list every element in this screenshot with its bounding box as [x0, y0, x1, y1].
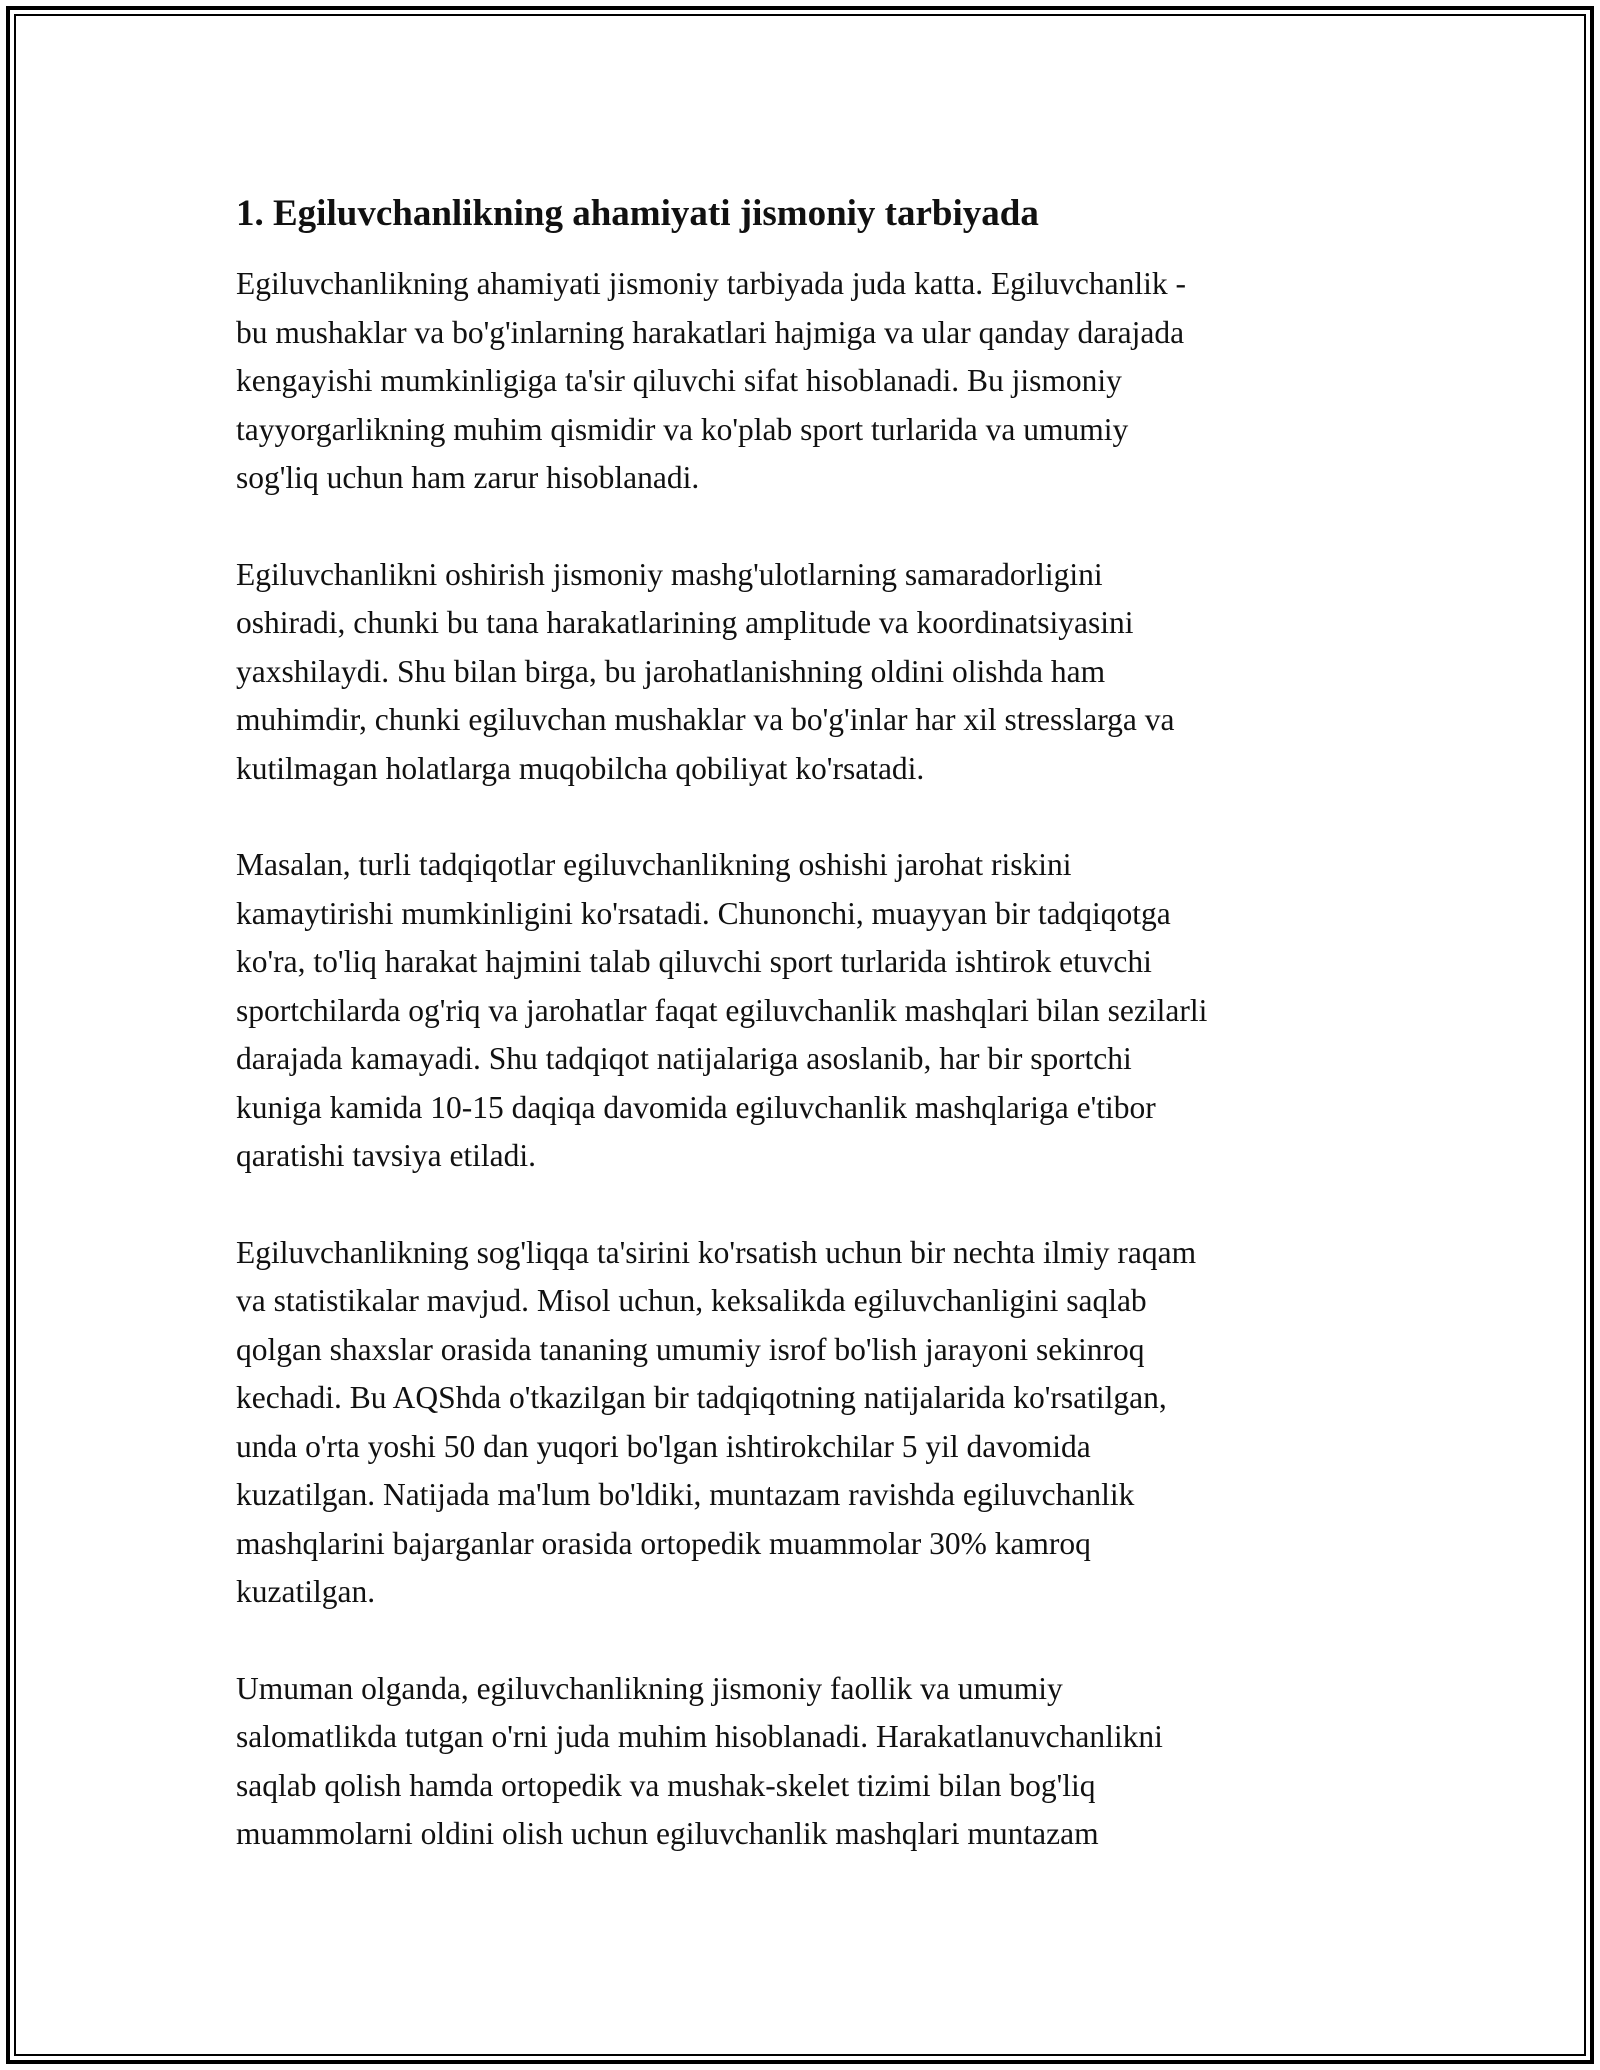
paragraph-2-line-3: yaxshilaydi. Shu bilan birga, bu jarohatlanishning oldini olishda ham	[236, 653, 1106, 689]
paragraph-2-line-5: kutilmagan holatlarga muqobilcha qobiliyat ko'rsatadi.	[236, 750, 925, 786]
paragraph-5-line-1: Umuman olganda, egiluvchanlikning jismoniy faollik va umumiy	[236, 1670, 1063, 1706]
paragraph-2-line-2: oshiradi, chunki bu tana harakatlarining amplitude va koordinatsiyasini	[236, 605, 1134, 640]
paragraph-5-line-4: muammolarni oldini olish uchun egiluvchanlik mashqlari muntazam	[236, 1816, 1099, 1851]
paragraph-3-line-7: qaratishi tavsiya etiladi.	[236, 1138, 537, 1173]
paragraph-5	[236, 1665, 1376, 1859]
paragraph-3-line-6: kuniga kamida 10-15 daqiqa davomida egiluvchanlik mashqlariga e'tibor	[236, 1089, 1156, 1125]
paragraph-3-line-3: ko'ra, to'liq harakat hajmini talab qiluvchi sport turlarida ishtirok etuvchi	[236, 944, 1152, 979]
paragraph-1	[236, 260, 1376, 503]
document-body	[236, 186, 1376, 1907]
paragraph-3-line-4: sportchilarda og'riq va jarohatlar faqat egiluvchanlik mashqlari bilan sezilarli	[236, 992, 1208, 1028]
paragraph-4-line-5: unda o'rta yoshi 50 dan yuqori bo'lgan ishtirokchilar 5 yil davomida	[236, 1428, 1091, 1464]
paragraph-3-line-2: kamaytirishi mumkinligini ko'rsatadi. Chunonchi, muayyan bir tadqiqotga	[236, 895, 1171, 931]
paragraph-1-line-1: Egiluvchanlikning ahamiyati jismoniy tarbiyada juda katta. Egiluvchanlik -	[236, 266, 1187, 301]
paragraph-5-line-2: salomatlikda tutgan o'rni juda muhim hisoblanadi. Harakatlanuvchanlikni	[236, 1719, 1163, 1754]
paragraph-4-line-8: kuzatilgan.	[236, 1574, 376, 1609]
paragraph-1-line-3: kengayishi mumkinligiga ta'sir qiluvchi sifat hisoblanadi. Bu jismoniy	[236, 363, 1122, 398]
paragraph-4-line-7: mashqlarini bajarganlar orasida ortopedik muammolar 30% kamroq	[236, 1525, 1091, 1561]
paragraph-4-line-2: va statistikalar mavjud. Misol uchun, keksalikda egiluvchanligini saqlab	[236, 1283, 1147, 1318]
section-title: 1. Egiluvchanlikning ahamiyati jismoniy tarbiyada	[236, 193, 1039, 234]
paragraph-3-line-5: darajada kamayadi. Shu tadqiqot natijalariga asoslanib, har bir sportchi	[236, 1041, 1132, 1076]
paragraph-4-line-3: qolgan shaxslar orasida tananing umumiy isrof bo'lish jarayoni sekinroq	[236, 1331, 1145, 1367]
paragraph-4	[236, 1229, 1376, 1617]
paragraph-2	[236, 551, 1376, 794]
paragraph-3-line-1: Masalan, turli tadqiqotlar egiluvchanlikning oshishi jarohat riskini	[236, 847, 1072, 882]
paragraph-1-line-5: sog'liq uchun ham zarur hisoblanadi.	[236, 460, 700, 495]
paragraph-2-line-4: muhimdir, chunki egiluvchan mushaklar va bo'g'inlar har xil stresslarga va	[236, 702, 1175, 737]
paragraph-1-line-2: bu mushaklar va bo'g'inlarning harakatlari hajmiga va ular qanday darajada	[236, 314, 1185, 350]
paragraph-2-line-1: Egiluvchanlikni oshirish jismoniy mashg'ulotlarning samaradorligini	[236, 556, 1103, 592]
paragraph-4-line-1: Egiluvchanlikning sog'liqqa ta'sirini ko'rsatish uchun bir nechta ilmiy raqam	[236, 1234, 1197, 1270]
paragraph-1-line-4: tayyorgarlikning muhim qismidir va ko'plab sport turlarida va umumiy	[236, 411, 1129, 447]
paragraph-4-line-4: kechadi. Bu AQShda o'tkazilgan bir tadqiqotning natijalarida ko'rsatilgan,	[236, 1380, 1167, 1415]
paragraph-4-line-6: kuzatilgan. Natijada ma'lum bo'ldiki, muntazam ravishda egiluvchanlik	[236, 1477, 1135, 1512]
paragraph-5-line-3: saqlab qolish hamda ortopedik va mushak-skelet tizimi bilan bog'liq	[236, 1767, 1096, 1803]
paragraph-3	[236, 841, 1376, 1181]
